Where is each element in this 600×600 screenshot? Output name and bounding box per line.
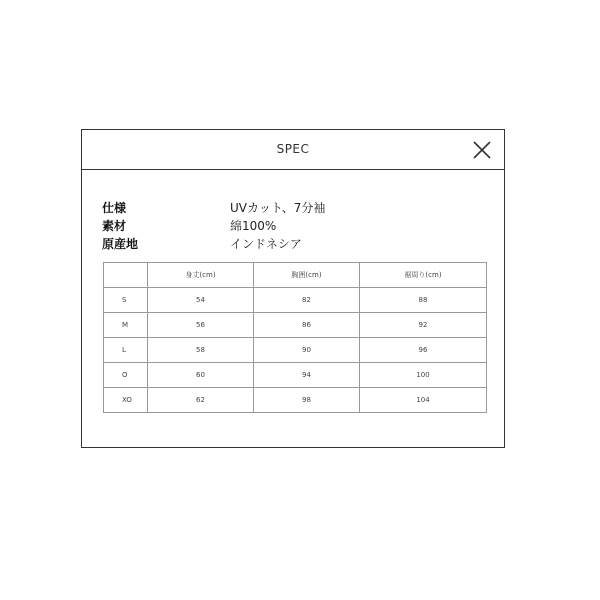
- header-cell-hem: 裾周り(cm): [360, 263, 487, 288]
- table-row: [104, 288, 487, 313]
- table-row: [104, 338, 487, 363]
- length-cell: 58: [148, 338, 254, 363]
- length-cell: 60: [148, 363, 254, 388]
- hem-cell: 92: [360, 313, 487, 338]
- header-cell-chest: 胸囲(cm): [254, 263, 360, 288]
- modal-title: SPEC: [276, 142, 310, 156]
- chest-cell: 86: [254, 313, 360, 338]
- spec-value: インドネシア: [230, 236, 302, 251]
- table-header-row: [104, 263, 487, 288]
- spec-row-specification: [102, 198, 492, 216]
- hem-cell: 104: [360, 388, 487, 413]
- modal-header: [82, 130, 504, 170]
- spec-row-material: [102, 216, 492, 234]
- length-cell: 54: [148, 288, 254, 313]
- chest-cell: 98: [254, 388, 360, 413]
- size-table: [103, 262, 487, 413]
- spec-label: 素材: [102, 218, 127, 233]
- close-icon: [472, 140, 492, 160]
- spec-label: 原産地: [102, 236, 139, 251]
- size-cell: XO: [104, 388, 148, 413]
- length-cell: 56: [148, 313, 254, 338]
- hem-cell: 96: [360, 338, 487, 363]
- size-cell: O: [104, 363, 148, 388]
- spec-list: [102, 198, 492, 252]
- spec-value: UVカット、7分袖: [230, 200, 326, 215]
- header-cell-length: 身丈(cm): [148, 263, 254, 288]
- hem-cell: 88: [360, 288, 487, 313]
- spec-label: 仕様: [102, 200, 127, 215]
- close-button[interactable]: [472, 140, 492, 160]
- size-cell: S: [104, 288, 148, 313]
- chest-cell: 90: [254, 338, 360, 363]
- spec-value: 綿100%: [230, 218, 277, 233]
- length-cell: 62: [148, 388, 254, 413]
- table-row: [104, 388, 487, 413]
- chest-cell: 82: [254, 288, 360, 313]
- size-cell: L: [104, 338, 148, 363]
- chest-cell: 94: [254, 363, 360, 388]
- hem-cell: 100: [360, 363, 487, 388]
- header-cell-size: [104, 263, 148, 288]
- table-row: [104, 363, 487, 388]
- spec-modal: [81, 129, 505, 448]
- spec-row-origin: [102, 234, 492, 252]
- size-cell: M: [104, 313, 148, 338]
- table-row: [104, 313, 487, 338]
